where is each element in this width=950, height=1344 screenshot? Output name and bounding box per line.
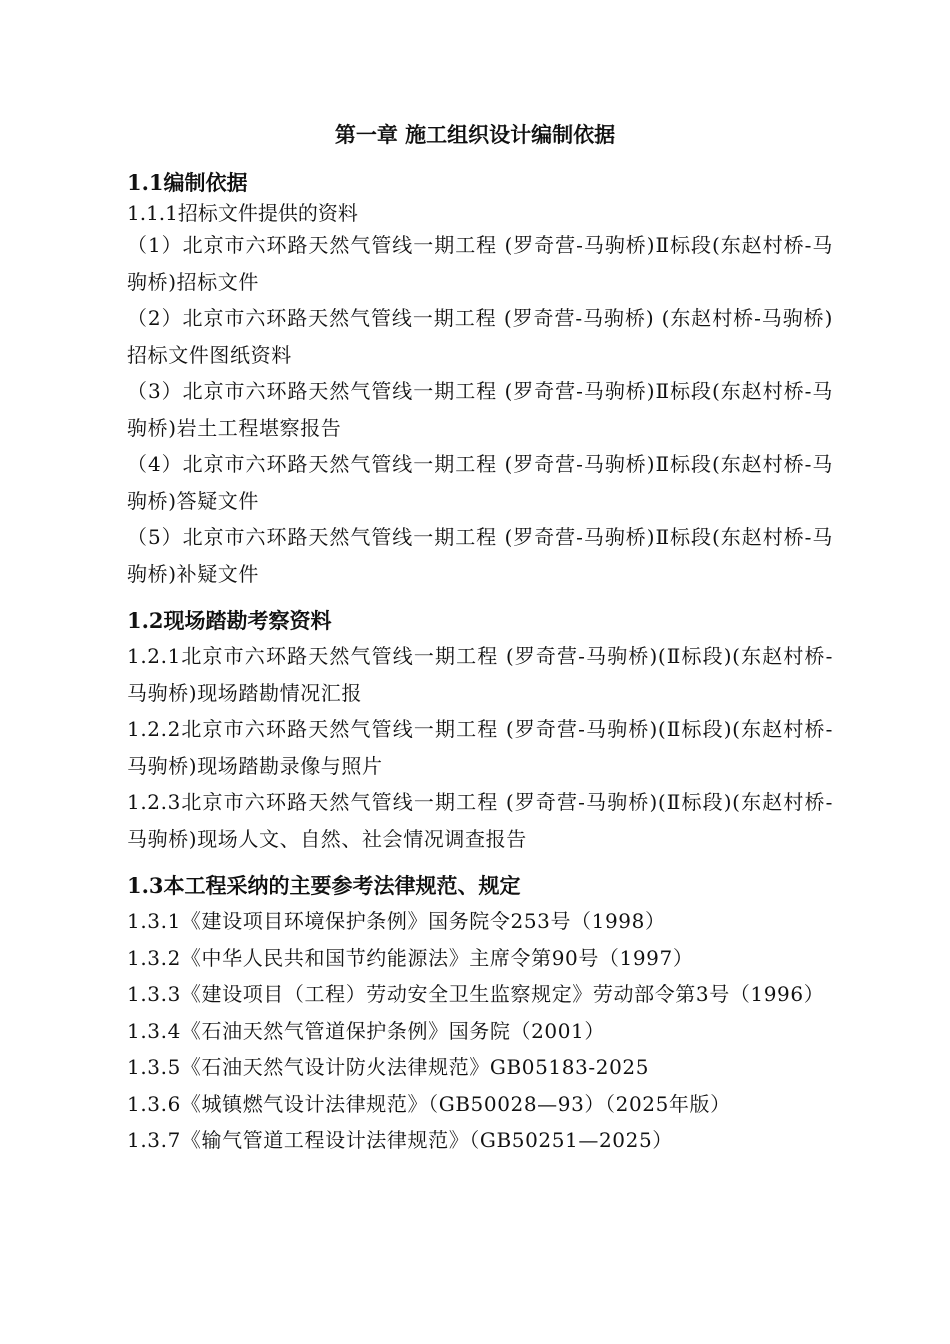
list-item: 1.2.2北京市六环路天然气管线一期工程 (罗奇营-马驹桥)(Ⅱ标段)(东赵村桥-马驹桥)现场踏勘录像与照片 [127,717,833,778]
list-item: （1）北京市六环路天然气管线一期工程 (罗奇营-马驹桥)Ⅱ标段(东赵村桥-马驹桥)招标文件 [127,233,833,294]
list-item: 1.2.3北京市六环路天然气管线一期工程 (罗奇营-马驹桥)(Ⅱ标段)(东赵村桥-马驹桥)现场人文、自然、社会情况调查报告 [127,790,833,851]
reference-item: 1.3.2《中华人民共和国节约能源法》主席令第90号（1997） [127,945,694,970]
list-item: 1.2.1北京市六环路天然气管线一期工程 (罗奇营-马驹桥)(Ⅱ标段)(东赵村桥-马驹桥)现场踏勘情况汇报 [127,644,833,705]
list-item: （4）北京市六环路天然气管线一期工程 (罗奇营-马驹桥)Ⅱ标段(东赵村桥-马驹桥)答疑文件 [127,452,833,513]
list-item: （2）北京市六环路天然气管线一期工程 (罗奇营-马驹桥) (东赵村桥-马驹桥)招标文件图纸资料 [127,306,833,367]
chapter-title: 第一章 施工组织设计编制依据 [334,122,616,147]
section-spacer [127,592,833,604]
section-heading: 1.1编制依据 [127,170,248,195]
reference-item: 1.3.6《城镇燃气设计法律规范》（GB50028—93）（2025年版） [127,1091,731,1116]
reference-item: 1.3.5《石油天然气设计防火法律规范》GB05183-2025 [127,1055,650,1079]
section-spacer [127,857,833,869]
section-1-3 [127,869,833,1159]
document-body [127,166,833,1159]
reference-item: 1.3.3《建设项目（工程）劳动安全卫生监察规定》劳动部令第3号（1996） [127,982,825,1006]
section-1-1 [127,166,833,592]
list-item: （3）北京市六环路天然气管线一期工程 (罗奇营-马驹桥)Ⅱ标段(东赵村桥-马驹桥)岩土工程堪察报告 [127,379,833,440]
reference-item: 1.3.4《石油天然气管道保护条例》国务院（2001） [127,1018,605,1043]
reference-item: 1.3.1《建设项目环境保护条例》国务院令253号（1998） [127,909,666,933]
section-heading: 1.3本工程采纳的主要参考法律规范、规定 [127,873,521,898]
subsection-heading: 1.1.1招标文件提供的资料 [127,201,358,225]
section-1-2 [127,604,833,857]
reference-item: 1.3.7《输气管道工程设计法律规范》（GB50251—2025） [127,1128,673,1152]
list-item: （5）北京市六环路天然气管线一期工程 (罗奇营-马驹桥)Ⅱ标段(东赵村桥-马驹桥)补疑文件 [127,525,833,586]
section-heading: 1.2现场踏勘考察资料 [127,608,332,633]
